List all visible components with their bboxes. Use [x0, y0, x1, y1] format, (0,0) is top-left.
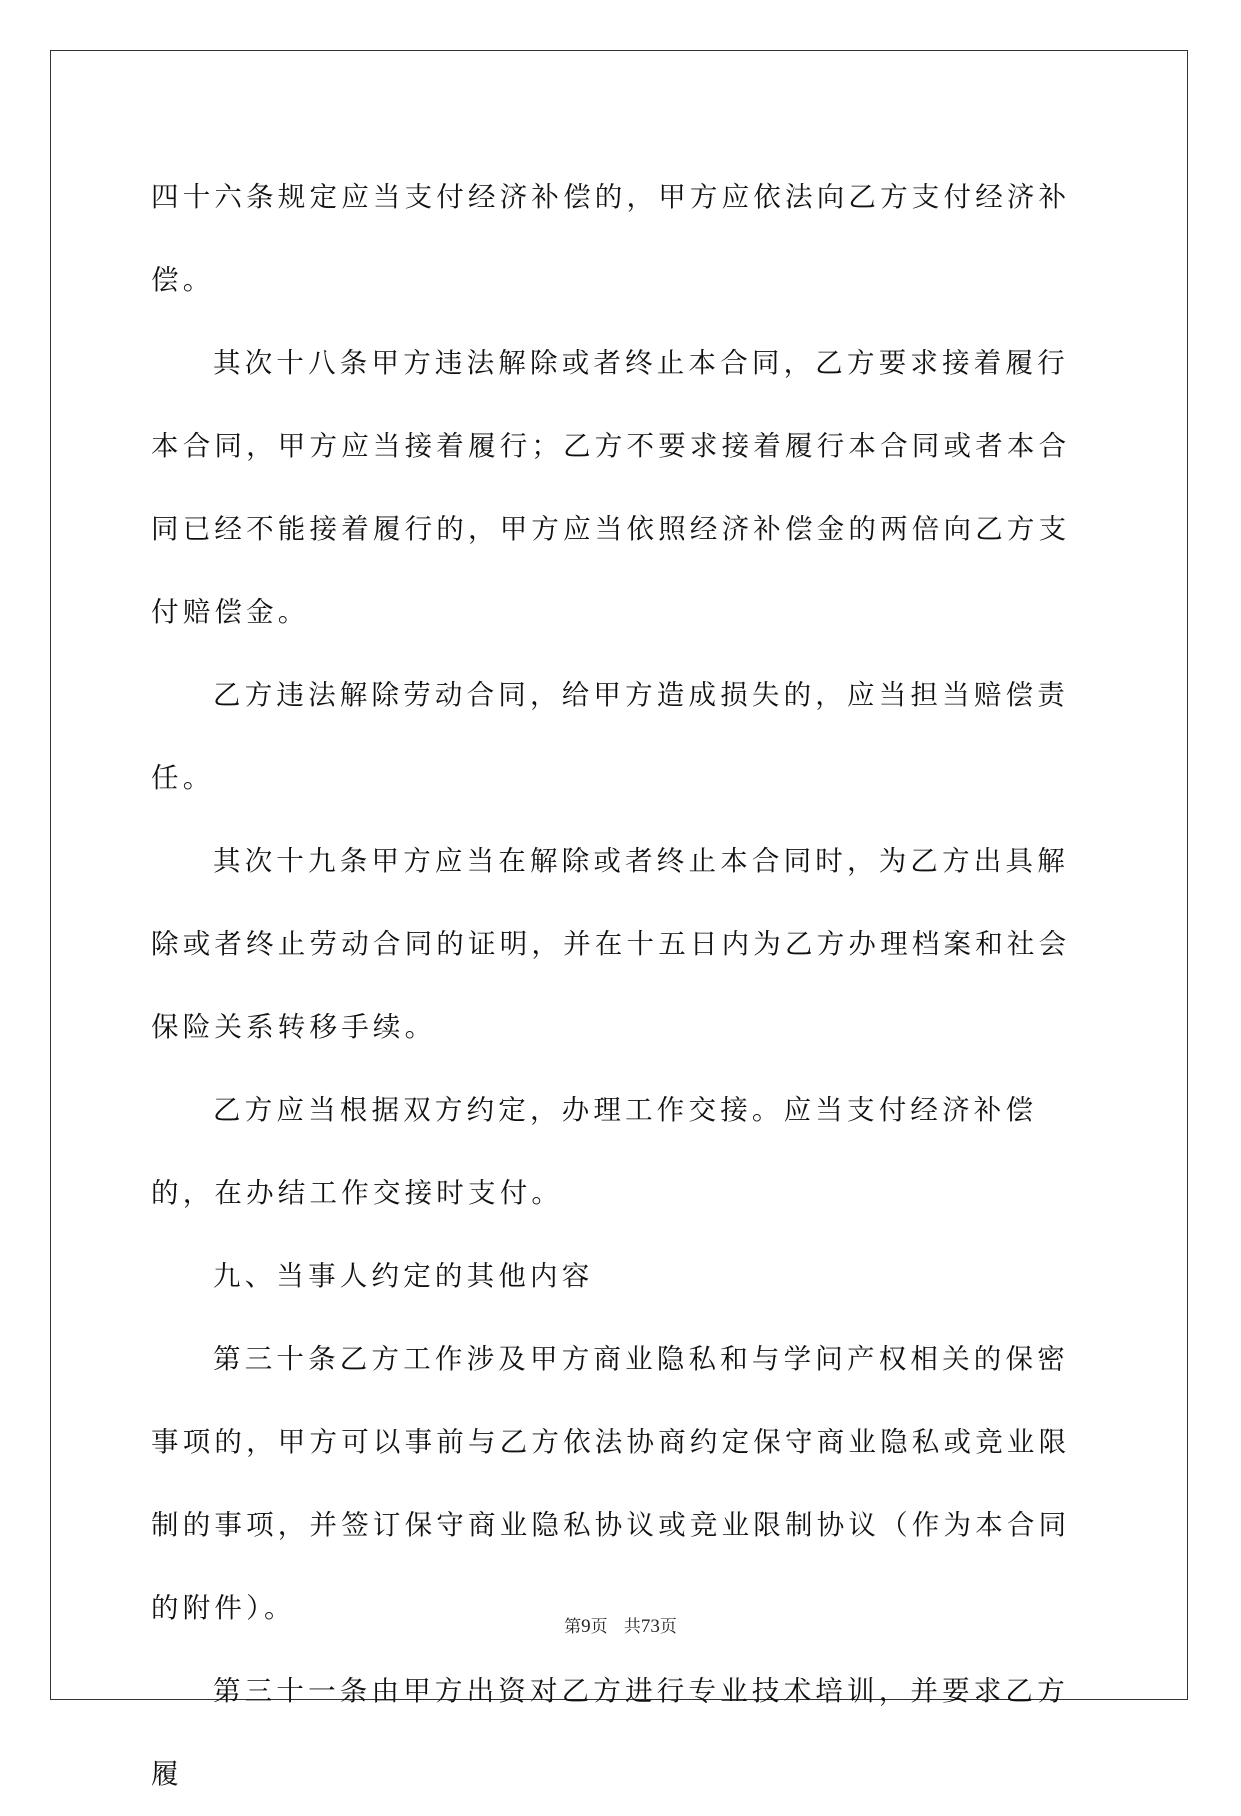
- paragraph: 乙方违法解除劳动合同，给甲方造成损失的，应当担当赔偿责任。: [151, 679, 1069, 794]
- page-footer: [0, 1612, 1241, 1638]
- paragraph: 乙方应当根据双方约定，办理工作交接。应当支付经济补偿的，在办结工作交接时支付。: [151, 1094, 1038, 1209]
- total-pages: 73: [640, 1616, 660, 1637]
- footer-total-suffix: 页: [659, 1617, 677, 1637]
- paragraph: 其次十九条甲方应当在解除或者终止本合同时，为乙方出具解除或者终止劳动合同的证明，并在十五日内为乙方办理档案和社会保险关系转移手续。: [151, 845, 1071, 1043]
- paragraph: 第三十一条由甲方出资对乙方进行专业技术培训，并要求乙方履: [151, 1675, 1069, 1790]
- paragraph: 四十六条规定应当支付经济补偿的，甲方应依法向乙方支付经济补偿。: [151, 181, 1071, 296]
- footer-prefix: 第: [564, 1617, 582, 1637]
- document-body: [151, 156, 1091, 1816]
- footer-total-prefix: 共: [623, 1617, 641, 1637]
- section-heading: 九、当事人约定的其他内容: [213, 1260, 594, 1292]
- page-number: 9: [581, 1616, 591, 1637]
- footer-page-suffix: 页: [590, 1617, 608, 1637]
- paragraph: 其次十八条甲方违法解除或者终止本合同，乙方要求接着履行本合同，甲方应当接着履行；乙方不要求接着履行本合同或者本合同已经不能接着履行的，甲方应当依照经济补偿金的两倍向乙方支付赔偿金。: [151, 347, 1071, 628]
- paragraph: 第三十条乙方工作涉及甲方商业隐私和与学问产权相关的保密事项的，甲方可以事前与乙方依法协商约定保守商业隐私或竞业限制的事项，并签订保守商业隐私协议或竞业限制协议（作为本合同的附件）。: [151, 1343, 1071, 1624]
